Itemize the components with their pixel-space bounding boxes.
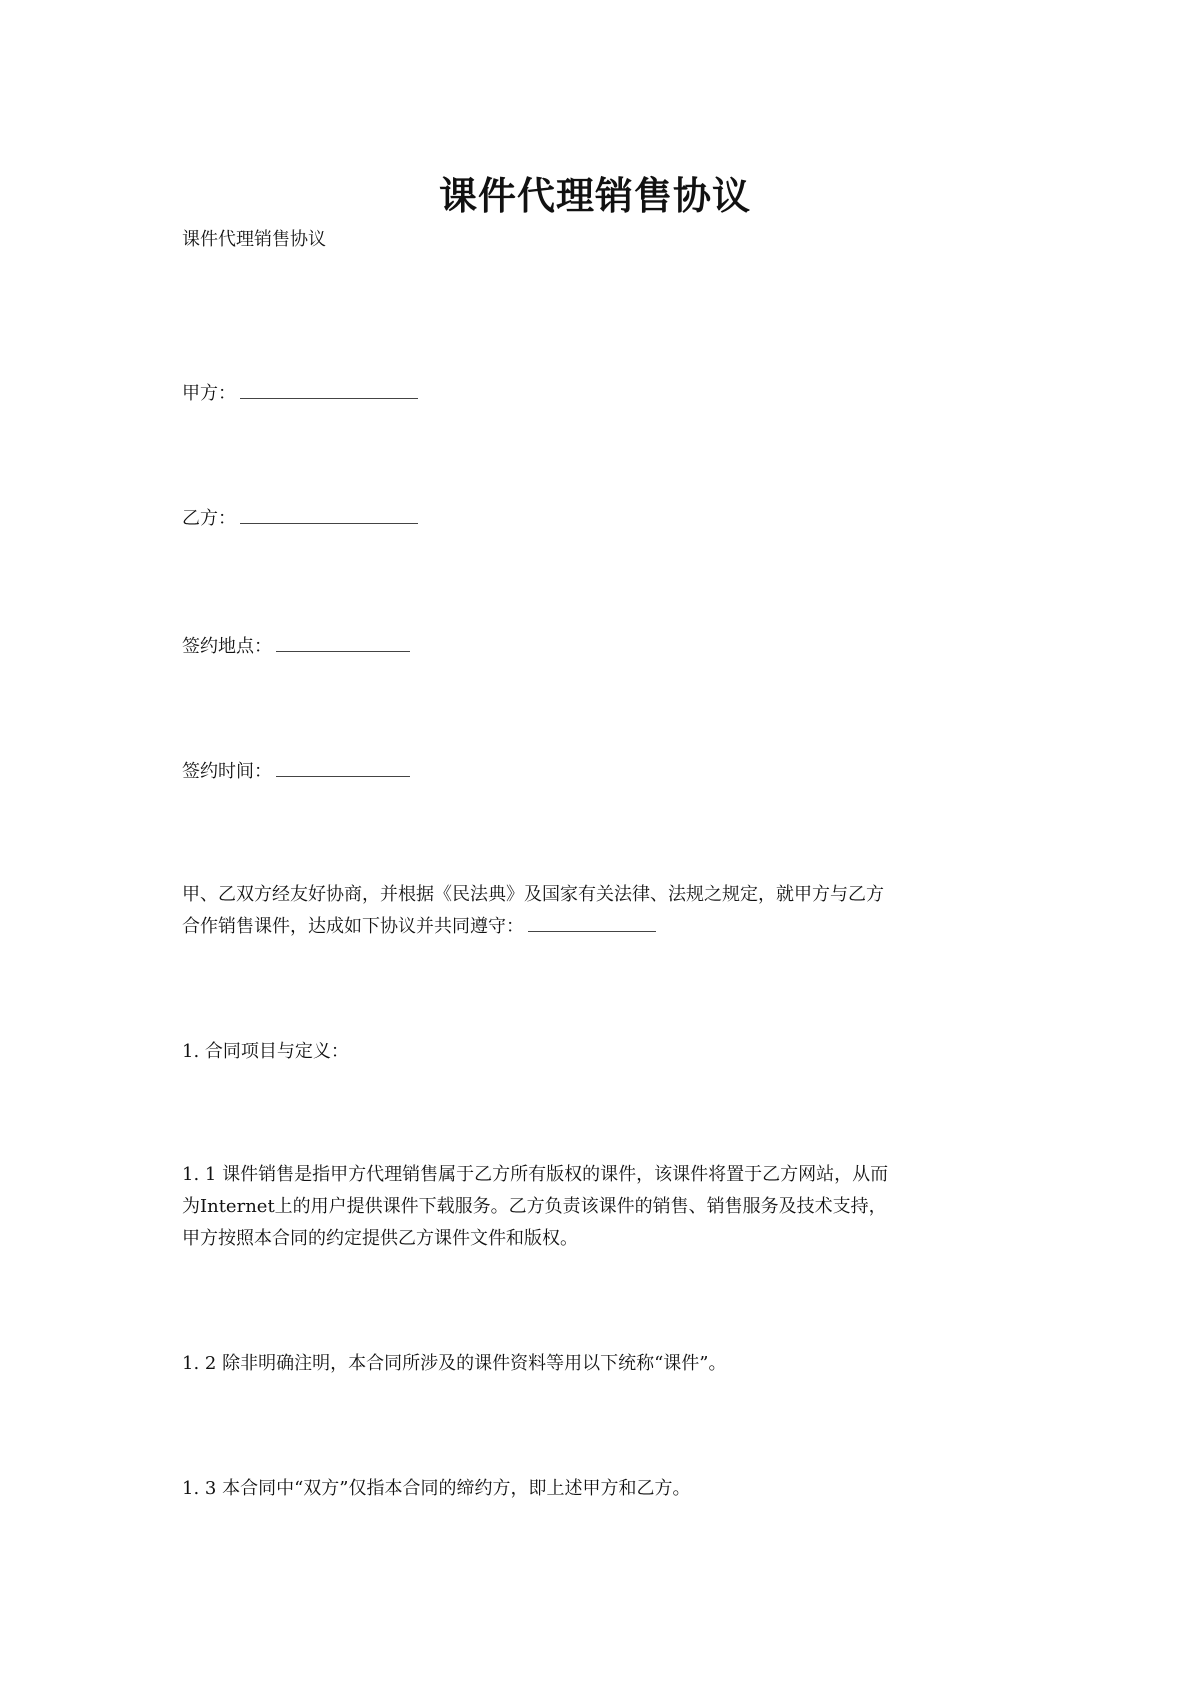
party-b-label: 乙方： xyxy=(182,508,236,529)
party-a-field xyxy=(182,378,418,410)
sign-time-label: 签约时间： xyxy=(182,761,272,782)
party-b-field xyxy=(182,503,418,535)
sign-time-field xyxy=(182,756,410,788)
party-a-blank[interactable] xyxy=(240,380,418,399)
section-1-heading: 1. 合同项目与定义： xyxy=(182,1041,349,1062)
intro-blank[interactable] xyxy=(528,913,656,932)
clause-1-1-line: 1. 1 课件销售是指甲方代理销售属于乙方所有版权的课件，该课件将置于乙方网站，从而 xyxy=(182,1164,889,1185)
clause-1-1 xyxy=(182,1159,1012,1255)
clause-1-1-line: 为Internet上的用户提供课件下载服务。乙方负责该课件的销售、销售服务及技术支持， xyxy=(182,1196,887,1217)
clause-1-3: 1. 3 本合同中“双方”仅指本合同的缔约方，即上述甲方和乙方。 xyxy=(182,1478,691,1499)
intro-line-2: 合作销售课件，达成如下协议并共同遵守： xyxy=(182,911,1012,943)
sign-location-label: 签约地点： xyxy=(182,636,272,657)
party-b-blank[interactable] xyxy=(240,505,418,524)
intro-line-1: 甲、乙双方经友好协商，并根据《民法典》及国家有关法律、法规之规定，就甲方与乙方 xyxy=(182,884,884,905)
sign-time-blank[interactable] xyxy=(276,758,410,777)
party-a-label: 甲方： xyxy=(182,383,236,404)
intro-paragraph xyxy=(182,879,1012,943)
sign-location-blank[interactable] xyxy=(276,633,410,652)
clause-1-1-line: 甲方按照本合同的约定提供乙方课件文件和版权。 xyxy=(182,1228,578,1249)
document-subtitle: 课件代理销售协议 xyxy=(182,229,326,250)
clause-1-2: 1. 2 除非明确注明，本合同所涉及的课件资料等用以下统称“课件”。 xyxy=(182,1353,727,1374)
sign-location-field xyxy=(182,631,410,663)
document-title: 课件代理销售协议 xyxy=(438,174,751,218)
